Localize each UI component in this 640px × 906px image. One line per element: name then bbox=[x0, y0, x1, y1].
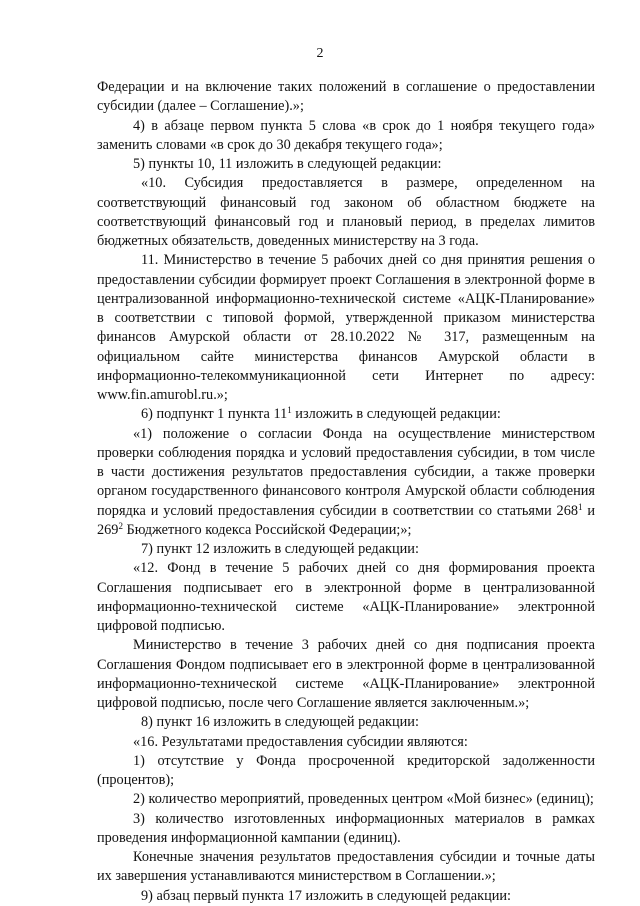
paragraph-item-4: 4) в абзаце первом пункта 5 слова «в срок до 1 ноября текущего года» заменить словами «в срок до 30 декабря текущего года»; bbox=[97, 117, 595, 153]
paragraph-clause-12-second: Министерство в течение 3 рабочих дней со дня подписания проекта Соглашения Фондом подписывает его в электронной форме в централизованной информационно-технической системе «АЦК-Планирование» электронной цифровой подписью, после чего Соглашение является заключенным.»; bbox=[97, 637, 595, 711]
paragraph-result-2: 2) количество мероприятий, проведенных центром «Мой бизнес» (единиц); bbox=[133, 791, 594, 808]
paragraph-result-1: 1) отсутствие у Фонда просроченной кредиторской задолженности (процентов); bbox=[97, 752, 595, 788]
paragraph-item-6-text-a: 6) подпункт 1 пункта 11 bbox=[141, 406, 288, 423]
subclause-1-text-b: и 269 bbox=[97, 502, 596, 538]
paragraph-clause-12: «12. Фонд в течение 5 рабочих дней со дня формирования проекта Соглашения подписывает его в электронной форме в централизованной информационно-технической системе «АЦК-Планирование» электронной цифровой подписью. bbox=[97, 560, 595, 634]
paragraph-item-9: 9) абзац первый пункта 17 изложить в следующей редакции: bbox=[141, 887, 512, 904]
paragraph-clause-16: «16. Результатами предоставления субсидии являются: bbox=[133, 733, 468, 750]
subclause-1-text-c: Бюджетного кодекса Российской Федерации;»; bbox=[122, 521, 412, 538]
superscript: 1 bbox=[578, 501, 583, 512]
paragraph-continuation: Федерации и на включение таких положений в соглашение о предоставлении субсидии (далее – Соглашение).»; bbox=[97, 79, 595, 115]
subclause-1-text-a: «1) положение о согласии Фонда на осуществление министерством проверки соблюдения порядка и условий предоставления субсидии, в том числе в части достижения результатов предоставления субсидии, а также проверки органом государственного финансового контроля Амурской области соблюдения порядка и условий предоставления субсидии в соответствии со статьями 268 bbox=[97, 425, 595, 519]
superscript: 2 bbox=[118, 520, 123, 531]
paragraph-item-8: 8) пункт 16 изложить в следующей редакции: bbox=[141, 714, 419, 731]
paragraph-item-6-text-b: изложить в следующей редакции: bbox=[291, 406, 501, 423]
paragraph-item-7: 7) пункт 12 изложить в следующей редакции: bbox=[141, 541, 419, 557]
paragraph-item-5: 5) пункты 10, 11 изложить в следующей редакции: bbox=[133, 156, 442, 172]
paragraph-clause-11: 11. Министерство в течение 5 рабочих дней со дня принятия решения о предоставлении субсидии формирует проект Соглашения в электронной форме в централизованной информационно-технической системе «АЦК-Планирование» в соответствии с типовой формой, утвержденной приказом министерства финансов Амурской области от 28.10.2022 № 317, размещенным на официальном сайте министерства финансов Амурской области в информационно-телекоммуникационной сети Интернет по адресу: www.fin.amurobl.ru.»; bbox=[97, 252, 595, 403]
superscript: 1 bbox=[287, 405, 292, 416]
document-body bbox=[97, 78, 595, 906]
paragraph-final-values: Конечные значения результатов предоставления субсидии и точные даты их завершения устанавливаются министерством в Соглашении.»; bbox=[97, 849, 595, 885]
paragraph-result-3: 3) количество изготовленных информационных материалов в рамках проведения информационной кампании (единиц). bbox=[97, 810, 595, 846]
paragraph-clause-10: «10. Субсидия предоставляется в размере, определенном на соответствующий финансовый год законом об областном бюджете на соответствующий финансовый год и плановый период, в пределах лимитов бюджетных обязательств, доведенных министерству на 3 года. bbox=[97, 175, 595, 249]
paragraph-subclause-1 bbox=[97, 425, 595, 541]
paragraph-item-6 bbox=[97, 405, 595, 424]
page-number: 2 bbox=[316, 46, 324, 61]
